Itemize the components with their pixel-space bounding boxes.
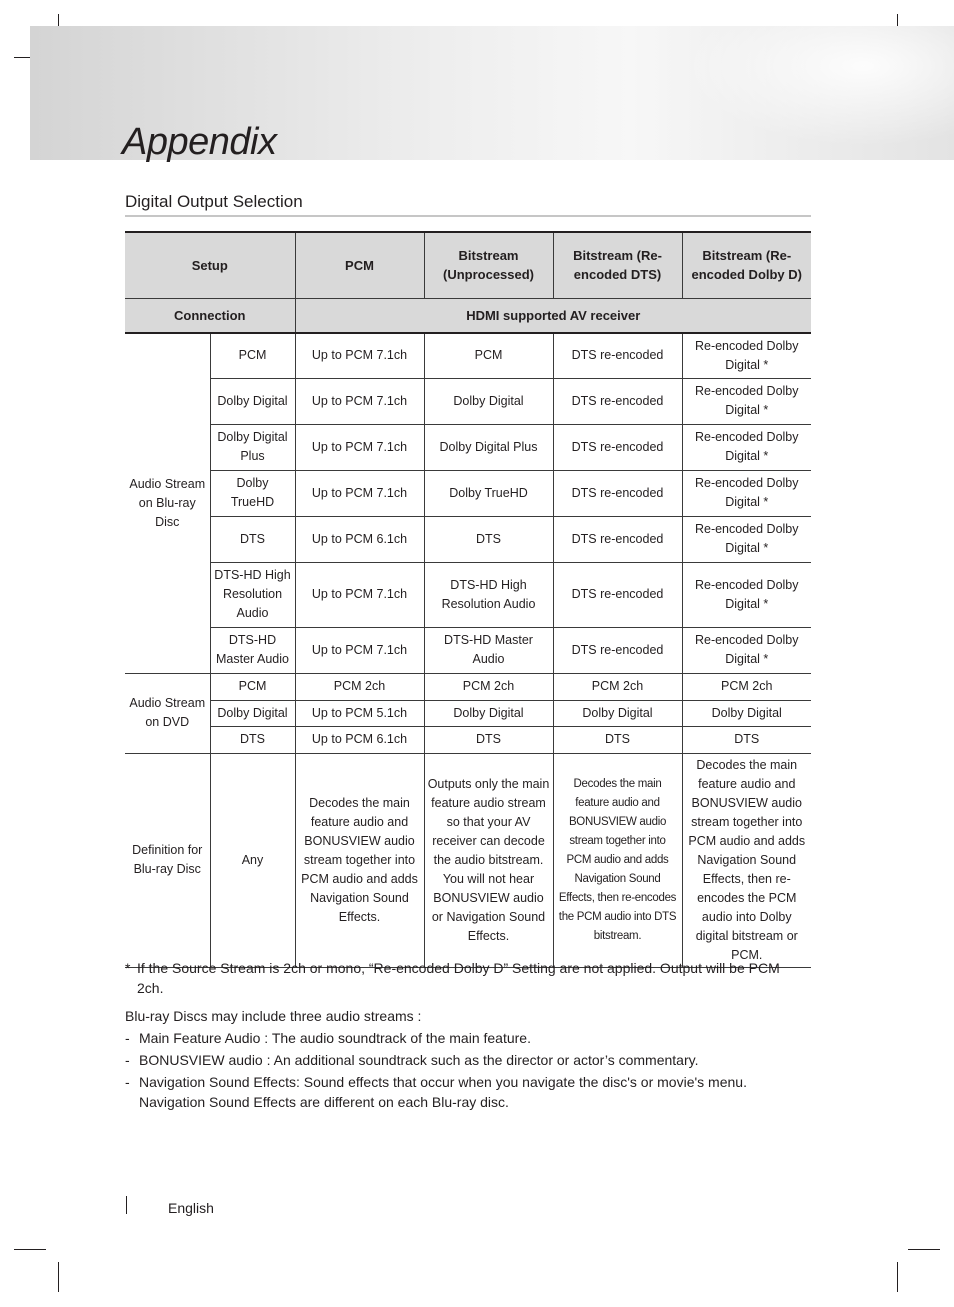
source-cell: Dolby Digital	[210, 378, 295, 424]
section-title: Digital Output Selection	[125, 192, 303, 211]
pcm-cell: Up to PCM 7.1ch	[295, 562, 424, 627]
dolby-cell: Re-encoded Dolby Digital *	[682, 378, 811, 424]
group-label-definition: Definition for Blu-ray Disc	[125, 753, 210, 967]
pcm-cell: Up to PCM 7.1ch	[295, 627, 424, 673]
table-header-row	[125, 232, 811, 298]
dolby-cell: PCM 2ch	[682, 673, 811, 700]
asterisk-note	[125, 958, 795, 998]
dolby-cell: Re-encoded Dolby Digital *	[682, 516, 811, 562]
dts-cell: DTS re-encoded	[553, 378, 682, 424]
list-item-text: BONUSVIEW audio : An additional soundtrack such as the director or actor’s commentary.	[139, 1052, 699, 1068]
footer-divider	[126, 1196, 127, 1214]
dash-bullet: -	[125, 1052, 130, 1068]
unprocessed-cell: Dolby Digital	[424, 378, 553, 424]
list-item	[125, 1050, 795, 1070]
unprocessed-cell: DTS	[424, 516, 553, 562]
source-cell: PCM	[210, 333, 295, 378]
group-label-dvd: Audio Stream on DVD	[125, 673, 210, 753]
pcm-cell: Up to PCM 7.1ch	[295, 378, 424, 424]
source-cell: PCM	[210, 673, 295, 700]
pcm-cell: Up to PCM 6.1ch	[295, 726, 424, 753]
dash-bullet: -	[125, 1030, 130, 1046]
source-cell: Dolby Digital Plus	[210, 424, 295, 470]
dts-cell: DTS re-encoded	[553, 424, 682, 470]
pcm-cell: PCM 2ch	[295, 673, 424, 700]
dolby-cell: Re-encoded Dolby Digital *	[682, 627, 811, 673]
unprocessed-cell: DTS-HD Master Audio	[424, 627, 553, 673]
table-row	[125, 627, 811, 673]
table-row	[125, 378, 811, 424]
notes-section	[125, 958, 795, 1114]
pcm-cell: Up to PCM 6.1ch	[295, 516, 424, 562]
dts-cell: DTS re-encoded	[553, 470, 682, 516]
unprocessed-cell: DTS	[424, 726, 553, 753]
source-cell: Dolby TrueHD	[210, 470, 295, 516]
dolby-cell: Re-encoded Dolby Digital *	[682, 562, 811, 627]
connection-label: Connection	[125, 298, 295, 333]
pcm-cell: Up to PCM 7.1ch	[295, 333, 424, 378]
source-cell: Any	[210, 753, 295, 967]
connection-row	[125, 298, 811, 333]
dts-cell: DTS re-encoded	[553, 562, 682, 627]
unprocessed-cell: PCM	[424, 333, 553, 378]
section-divider	[125, 215, 811, 217]
unprocessed-cell: PCM 2ch	[424, 673, 553, 700]
page-title: Appendix	[122, 121, 277, 163]
pcm-cell: Up to PCM 7.1ch	[295, 470, 424, 516]
table-row	[125, 424, 811, 470]
asterisk-note-text: If the Source Stream is 2ch or mono, “Re-encoded Dolby D” Setting are not applied. Output will be PCM 2ch.	[137, 960, 780, 996]
footer-language: English	[168, 1200, 214, 1216]
table-row	[125, 516, 811, 562]
header-bitstream-unprocessed: Bitstream (Unprocessed)	[424, 232, 553, 298]
table-row	[125, 333, 811, 378]
digital-output-table	[125, 231, 811, 968]
dts-cell: DTS re-encoded	[553, 627, 682, 673]
list-item-text: Main Feature Audio : The audio soundtrack of the main feature.	[139, 1030, 531, 1046]
list-item-text: Navigation Sound Effects: Sound effects that occur when you navigate the disc's or movie's menu. Navigation Sound Effects are different on each Blu-ray disc.	[139, 1074, 747, 1110]
table-row	[125, 470, 811, 516]
list-item	[125, 1028, 795, 1048]
header-setup: Setup	[125, 232, 295, 298]
table-row	[125, 700, 811, 726]
header-bitstream-dolby: Bitstream (Re-encoded Dolby D)	[682, 232, 811, 298]
dolby-cell: DTS	[682, 726, 811, 753]
source-cell: DTS-HD High Resolution Audio	[210, 562, 295, 627]
asterisk-mark: *	[125, 960, 131, 976]
source-cell: DTS	[210, 516, 295, 562]
dolby-definition-cell: Decodes the main feature audio and BONUSVIEW audio stream together into PCM audio and adds Navigation Sound Effects, then re-encodes the PCM audio into Dolby digital bitstream or PCM.	[682, 753, 811, 967]
connection-value: HDMI supported AV receiver	[295, 298, 811, 333]
source-cell: DTS	[210, 726, 295, 753]
dolby-cell: Re-encoded Dolby Digital *	[682, 424, 811, 470]
audio-streams-intro: Blu-ray Discs may include three audio streams :	[125, 1008, 422, 1024]
dts-cell: PCM 2ch	[553, 673, 682, 700]
crop-mark	[14, 1249, 46, 1250]
dolby-cell: Re-encoded Dolby Digital *	[682, 333, 811, 378]
crop-mark	[908, 1249, 940, 1250]
group-label-bluray: Audio Stream on Blu-ray Disc	[125, 333, 210, 673]
table-row	[125, 726, 811, 753]
source-cell: DTS-HD Master Audio	[210, 627, 295, 673]
header-bitstream-dts: Bitstream (Re-encoded DTS)	[553, 232, 682, 298]
unprocessed-definition-cell: Outputs only the main feature audio stream so that your AV receiver can decode the audio bitstream. You will not hear BONUSVIEW audio or Navigation Sound Effects.	[424, 753, 553, 967]
dts-cell: DTS	[553, 726, 682, 753]
dolby-cell: Re-encoded Dolby Digital *	[682, 470, 811, 516]
header-pcm: PCM	[295, 232, 424, 298]
crop-mark	[58, 1262, 59, 1292]
table-row	[125, 753, 811, 967]
dts-cell: Dolby Digital	[553, 700, 682, 726]
unprocessed-cell: Dolby Digital Plus	[424, 424, 553, 470]
dts-cell: DTS re-encoded	[553, 516, 682, 562]
pcm-cell: Up to PCM 7.1ch	[295, 424, 424, 470]
dts-definition-cell: Decodes the main feature audio and BONUSVIEW audio stream together into PCM audio and adds Navigation Sound Effects, then re-encodes the PCM audio into DTS bitstream.	[553, 753, 682, 967]
unprocessed-cell: Dolby TrueHD	[424, 470, 553, 516]
source-cell: Dolby Digital	[210, 700, 295, 726]
crop-mark	[897, 1262, 898, 1292]
dolby-cell: Dolby Digital	[682, 700, 811, 726]
unprocessed-cell: Dolby Digital	[424, 700, 553, 726]
table-row	[125, 673, 811, 700]
list-item	[125, 1072, 795, 1112]
unprocessed-cell: DTS-HD High Resolution Audio	[424, 562, 553, 627]
pcm-definition-cell: Decodes the main feature audio and BONUSVIEW audio stream together into PCM audio and adds Navigation Sound Effects.	[295, 753, 424, 967]
table-row	[125, 562, 811, 627]
dts-cell: DTS re-encoded	[553, 333, 682, 378]
dash-bullet: -	[125, 1074, 130, 1090]
pcm-cell: Up to PCM 5.1ch	[295, 700, 424, 726]
